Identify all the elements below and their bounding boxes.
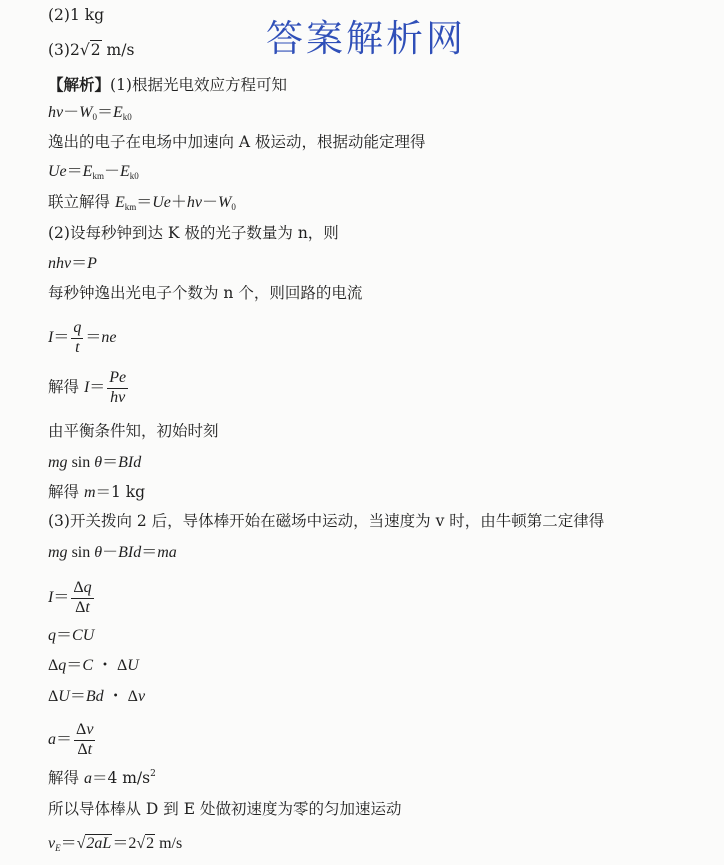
text-mass-result: 解得 m＝1 kg: [48, 483, 146, 501]
equation-current-result: 解得 I＝ $\frac{Pe}{h\nu}$: [48, 369, 127, 406]
equation-charge: q＝CU: [48, 627, 95, 644]
text-equilibrium: 由平衡条件知，初始时刻: [48, 422, 219, 440]
part2-intro: (2)设每秒钟到达 K 极的光子数量为 n，则: [48, 224, 339, 242]
analysis-tag: 【解析】: [48, 75, 111, 94]
equation-final-velocity: $v_E=√2aL=2√2$ m/s: [48, 835, 183, 853]
text-acceleration-result: 解得 a＝4 $m/s^2$: [48, 769, 156, 787]
answer-2: (2)1 kg: [48, 6, 105, 24]
equation-acceleration: a＝ $\frac{\Delta v}{\Delta t}$: [48, 721, 94, 758]
equation-delta-voltage: ΔU＝Bd ・ Δv: [48, 688, 146, 705]
answer-3: (3)2√2 m/s: [48, 41, 135, 59]
text-uniform-motion: 所以导体棒从 D 到 E 处做初速度为零的匀加速运动: [48, 800, 402, 818]
equation-kinetic: $Ue=E_{km}-E_{k0}$: [48, 163, 139, 181]
part3-intro: (3)开关拨向 2 后，导体棒开始在磁场中运动，当速度为 v 时，由牛顿第二定律得: [48, 512, 605, 530]
text-kinetic-theorem: 逸出的电子在电场中加速向 A 极运动，根据动能定理得: [48, 133, 426, 151]
watermark-logo: 答案解析网: [266, 17, 466, 60]
equation-photoelectric: $h\nu-W_0=E_{k0}$: [48, 104, 132, 122]
equation-current-delta: I＝ $\frac{\Delta q}{\Delta t}$: [48, 579, 92, 616]
analysis-heading: [48, 77, 287, 94]
equation-combined: 联立解得 $E_{km}=Ue+h\nu-W_0$: [48, 193, 236, 212]
equation-current: I＝ $\frac{q}{t}$ ＝ne: [48, 319, 117, 356]
text-current: 每秒钟逸出光电子个数为 n 个，则回路的电流: [48, 284, 363, 302]
equation-newton: mg sin θ－BId＝ma: [48, 544, 177, 561]
equation-delta-charge: Δq＝C ・ ΔU: [48, 657, 139, 674]
part1-intro: (1)根据光电效应方程可知: [110, 76, 287, 94]
equation-equilibrium: mg sin θ＝BId: [48, 454, 142, 471]
equation-photon-power: nhν＝P: [48, 255, 97, 272]
